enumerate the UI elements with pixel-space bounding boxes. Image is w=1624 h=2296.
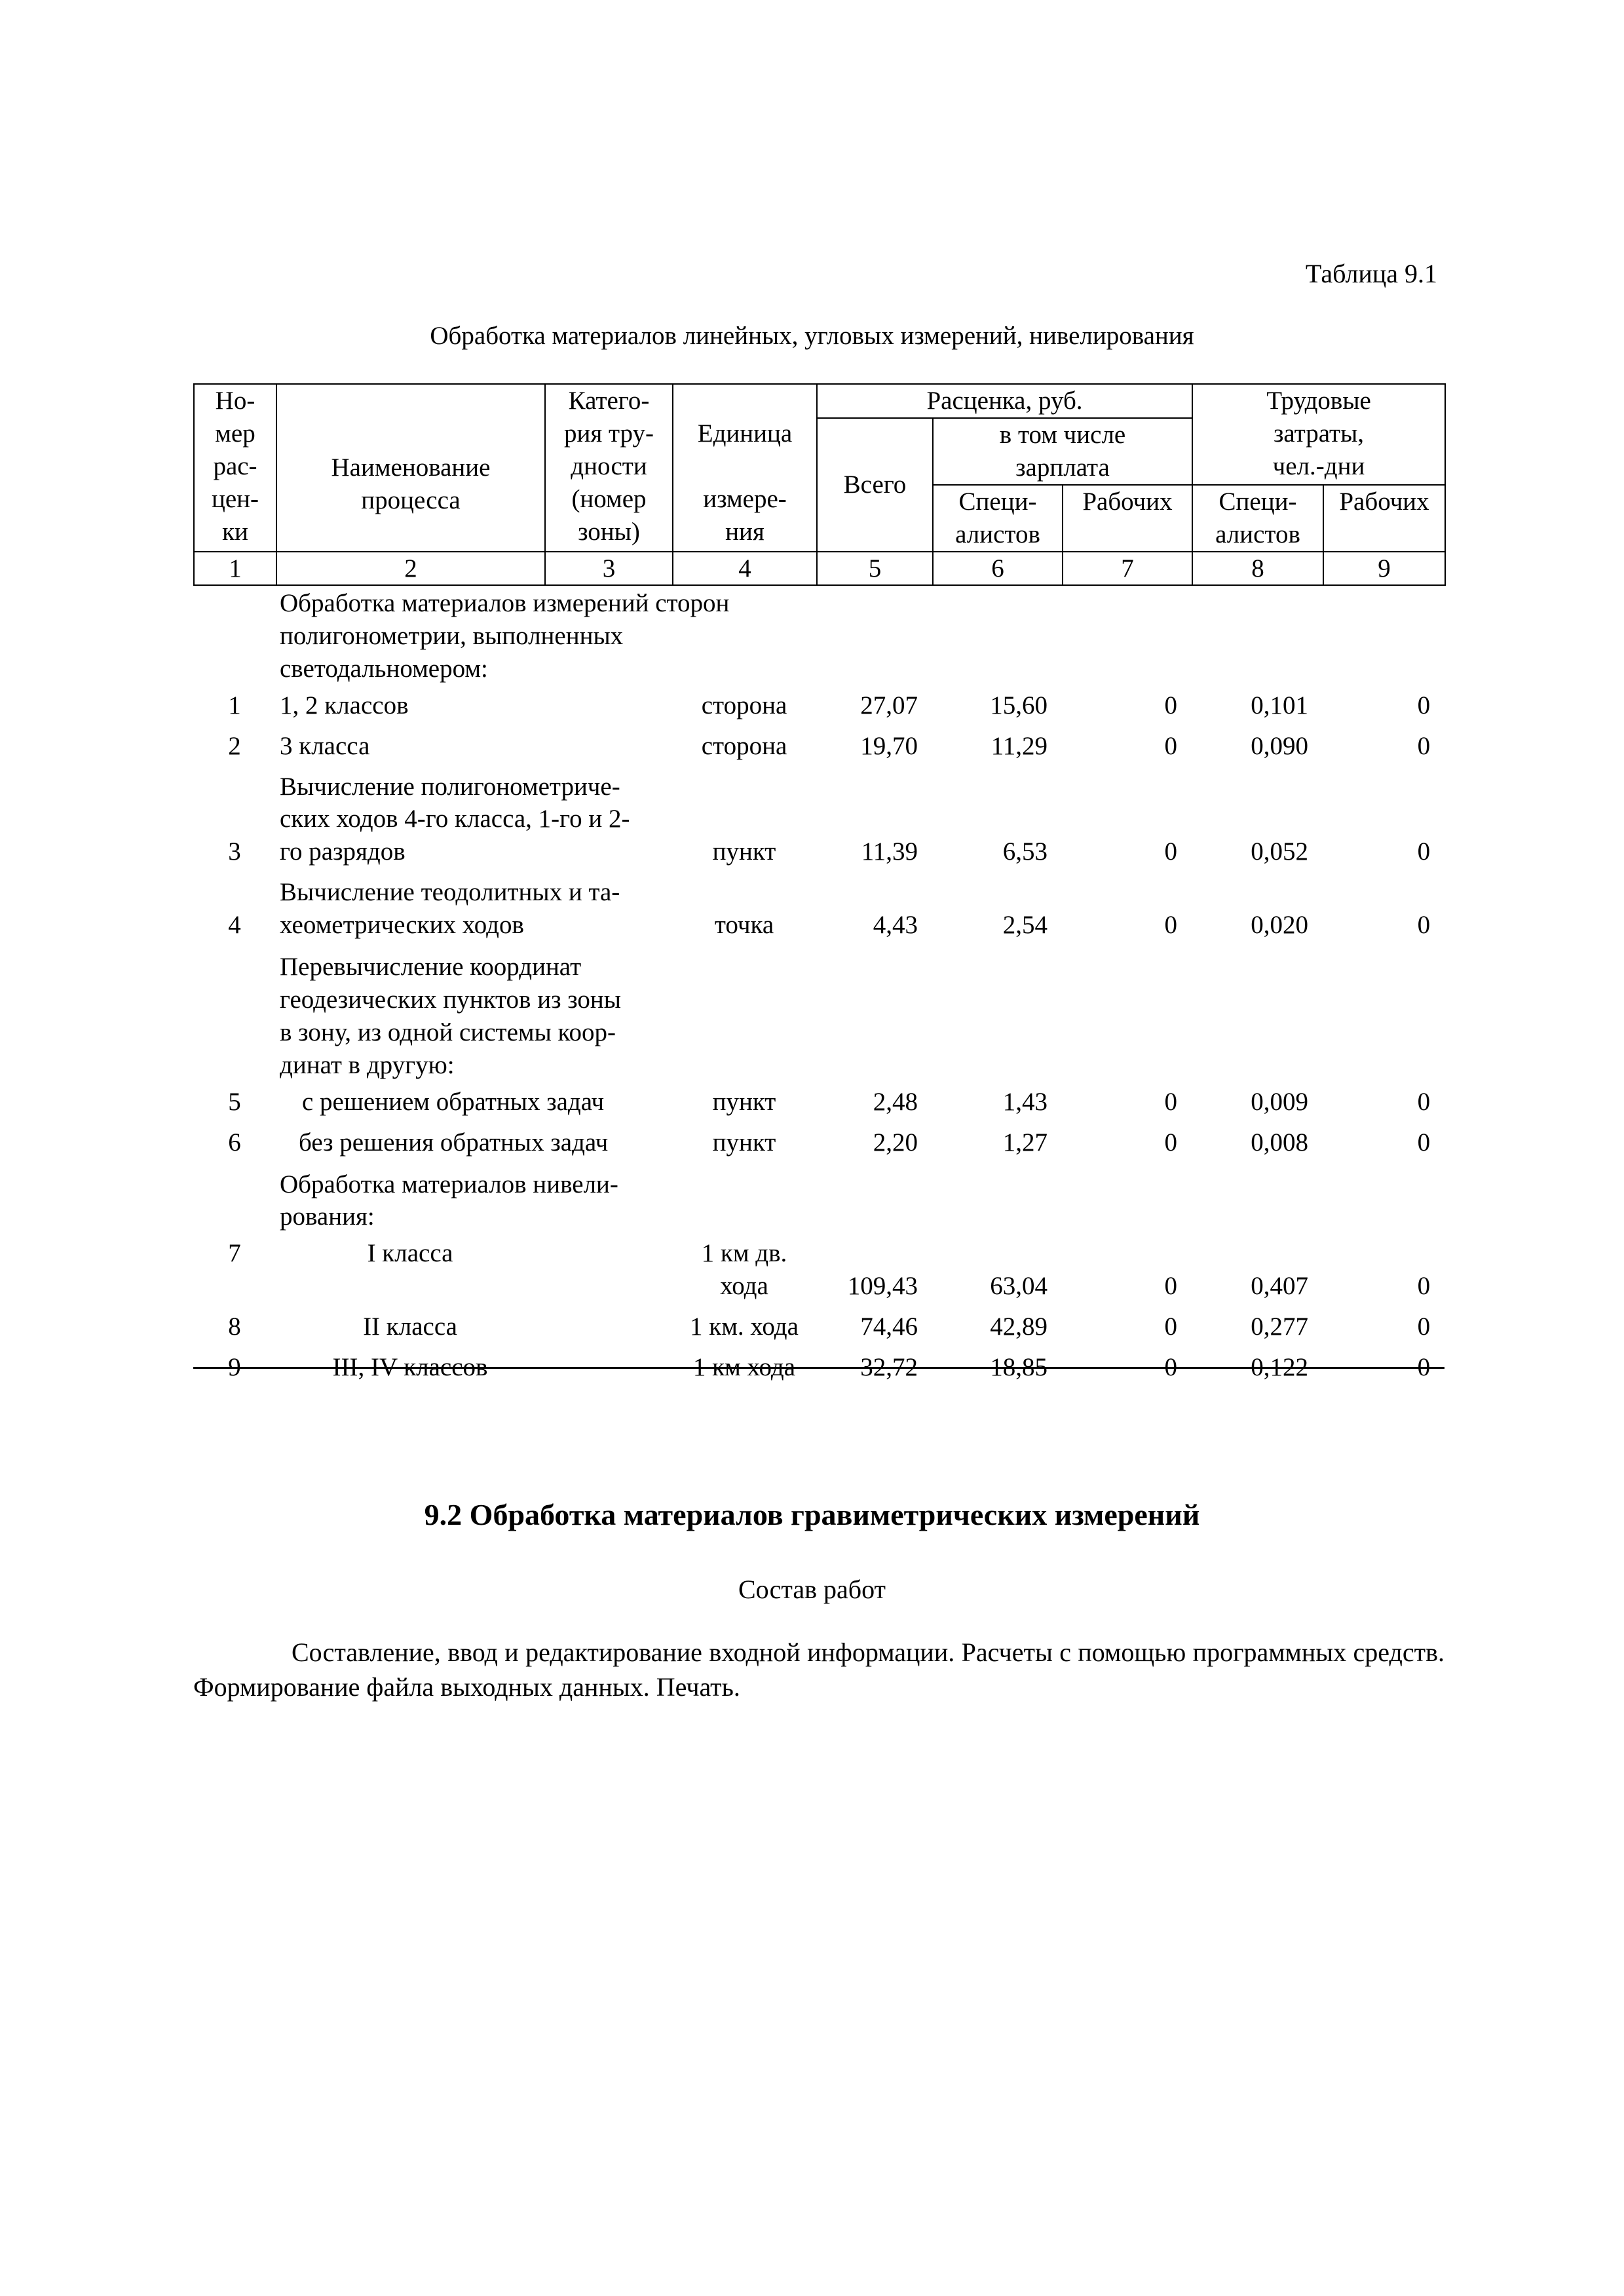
col-number-3: 3: [545, 552, 673, 586]
labor-spec: 0,090: [1251, 731, 1308, 760]
price-total: 32,72: [860, 1353, 918, 1382]
labor-workers: 0: [1417, 731, 1431, 760]
group-label: Обработка материалов нивели- рования:: [280, 1170, 618, 1231]
salary-spec: 42,89: [990, 1312, 1048, 1341]
category-cell: [544, 726, 672, 767]
header-col-number: Но- мер рас- цен- ки: [194, 384, 276, 552]
category-cell: [544, 1307, 672, 1347]
table-header: [193, 383, 1446, 586]
col-number-9: 9: [1323, 552, 1445, 586]
header-col-name: Наименование процесса: [276, 384, 545, 552]
salary-workers: 0: [1164, 1128, 1177, 1157]
group-label: Обработка материалов измерений сторон полигонометрии, выполненных светодальномером:: [280, 589, 730, 683]
labor-spec: 0,020: [1251, 911, 1308, 940]
price-total: 27,07: [860, 691, 918, 719]
col-number-1: 1: [194, 552, 276, 586]
table-caption: Обработка материалов линейных, угловых измерений, нивелирования: [430, 322, 1194, 350]
salary-spec: 11,29: [991, 731, 1048, 760]
process-name: с решением обратных задач: [302, 1087, 605, 1116]
table-rows: [193, 582, 1445, 1388]
col-number-6: 6: [933, 552, 1063, 586]
salary-spec: 2,54: [1002, 911, 1048, 940]
labor-workers: 0: [1417, 837, 1431, 866]
salary-workers: 0: [1164, 691, 1177, 719]
row-number: 9: [228, 1353, 241, 1382]
salary-workers: 0: [1164, 1087, 1177, 1116]
process-name: Вычисление теодолитных и та- хеометрических ходов: [280, 878, 620, 940]
unit-cell: 1 км. хода: [690, 1312, 799, 1341]
unit-cell: сторона: [701, 691, 787, 719]
col-number-7: 7: [1063, 552, 1192, 586]
row-number: 8: [228, 1312, 241, 1341]
salary-spec: 1,27: [1002, 1128, 1048, 1157]
table-row: [193, 1082, 1445, 1122]
labor-workers: 0: [1417, 1353, 1431, 1382]
price-total: 109,43: [847, 1272, 918, 1301]
labor-workers: 0: [1417, 691, 1431, 719]
price-total: 4,43: [873, 911, 918, 940]
group-row: [193, 582, 1445, 685]
group-row: [193, 1163, 1445, 1234]
labor-workers: 0: [1417, 1128, 1431, 1157]
table-row: [193, 872, 1445, 946]
table-row: [193, 726, 1445, 767]
labor-spec: 0,008: [1251, 1128, 1308, 1157]
header-spec: Специ- алистов: [933, 485, 1063, 552]
row-number: 3: [228, 837, 241, 866]
row-number: 4: [228, 911, 241, 940]
header-price-group: Расценка, руб.: [817, 384, 1192, 418]
header-labor-spec: Специ- алистов: [1192, 485, 1323, 552]
row-number: [193, 582, 276, 685]
group-label: Перевычисление координат геодезических пунктов из зоны в зону, из одной системы коор- динат в другую:: [280, 953, 621, 1079]
unit-cell: пункт: [712, 1128, 776, 1157]
header-labor-workers: Рабочих: [1323, 485, 1445, 552]
header-column-numbers: [194, 552, 1445, 586]
process-name: II класса: [363, 1312, 457, 1341]
section-heading: 9.2 Обработка материалов гравиметрических измерений: [424, 1498, 1200, 1531]
salary-workers: 0: [1164, 911, 1177, 940]
row-number: [193, 946, 276, 1082]
unit-cell: точка: [714, 911, 774, 940]
table-row: [193, 685, 1445, 726]
col-number-2: 2: [276, 552, 545, 586]
unit-cell: сторона: [701, 731, 787, 760]
labor-spec: 0,101: [1251, 691, 1308, 719]
category-cell: [544, 685, 672, 726]
salary-workers: 0: [1164, 1272, 1177, 1301]
salary-workers: 0: [1164, 1353, 1177, 1382]
salary-spec: 18,85: [990, 1353, 1048, 1382]
labor-workers: 0: [1417, 1087, 1431, 1116]
price-total: 74,46: [860, 1312, 918, 1341]
section-subheading: Состав работ: [738, 1575, 886, 1604]
table-row: [193, 1122, 1445, 1163]
table-label: Таблица 9.1: [1305, 259, 1437, 288]
unit-cell: пункт: [712, 837, 776, 866]
process-name: 1, 2 классов: [280, 691, 409, 719]
price-total: 2,48: [873, 1087, 918, 1116]
unit-cell: 1 км дв. хода: [701, 1239, 787, 1301]
unit-cell: пункт: [712, 1087, 776, 1116]
process-name: III, IV классов: [332, 1353, 488, 1382]
table-row: [193, 1233, 1445, 1307]
unit-cell: 1 км хода: [692, 1353, 796, 1382]
labor-workers: 0: [1417, 911, 1431, 940]
process-name: I класса: [367, 1239, 453, 1268]
header-workers: Рабочих: [1063, 485, 1192, 552]
header-col-category: Катего- рия тру- дности (номер зоны): [545, 384, 673, 552]
header-total: Всего: [817, 418, 933, 552]
col-number-8: 8: [1192, 552, 1323, 586]
labor-spec: 0,009: [1251, 1087, 1308, 1116]
header-labor-group: Трудовые затраты, чел.-дни: [1192, 384, 1445, 485]
labor-spec: 0,407: [1251, 1272, 1308, 1301]
salary-spec: 15,60: [990, 691, 1048, 719]
salary-workers: 0: [1164, 837, 1177, 866]
row-number: 2: [228, 731, 241, 760]
category-cell: [544, 1233, 672, 1307]
process-name: 3 класса: [280, 731, 370, 760]
salary-workers: 0: [1164, 1312, 1177, 1341]
table-row: [193, 1307, 1445, 1347]
salary-spec: 1,43: [1002, 1087, 1048, 1116]
process-name: без решения обратных задач: [299, 1128, 609, 1157]
col-number-5: 5: [817, 552, 933, 586]
row-number: 5: [228, 1087, 241, 1116]
table-body: [193, 582, 1445, 1388]
labor-spec: 0,122: [1251, 1353, 1308, 1382]
price-total: 11,39: [861, 837, 918, 866]
salary-spec: 63,04: [990, 1272, 1048, 1301]
labor-workers: 0: [1417, 1272, 1431, 1301]
salary-spec: 6,53: [1002, 837, 1048, 866]
section-paragraph: Составление, ввод и редактирование входной информации. Расчеты с помощью программных средств. Формирование файла выходных данных. Печать.: [193, 1637, 1445, 1702]
row-number: 7: [228, 1239, 241, 1268]
table-row: [193, 767, 1445, 873]
col-number-4: 4: [673, 552, 817, 586]
price-total: 2,20: [873, 1128, 918, 1157]
row-number: [193, 1163, 276, 1234]
labor-spec: 0,277: [1251, 1312, 1308, 1341]
labor-workers: 0: [1417, 1312, 1431, 1341]
row-number: 6: [228, 1128, 241, 1157]
salary-workers: 0: [1164, 731, 1177, 760]
group-row: [193, 946, 1445, 1082]
row-number: 1: [228, 691, 241, 719]
process-name: Вычисление полигонометриче- ских ходов 4-го класса, 1-го и 2- го разрядов: [280, 772, 630, 866]
header-col-unit: Единица измере- ния: [673, 384, 817, 552]
header-salary-group: в том числе зарплата: [933, 418, 1192, 485]
labor-spec: 0,052: [1251, 837, 1308, 866]
table-bottom-rule: [193, 1367, 1445, 1369]
price-total: 19,70: [860, 731, 918, 760]
